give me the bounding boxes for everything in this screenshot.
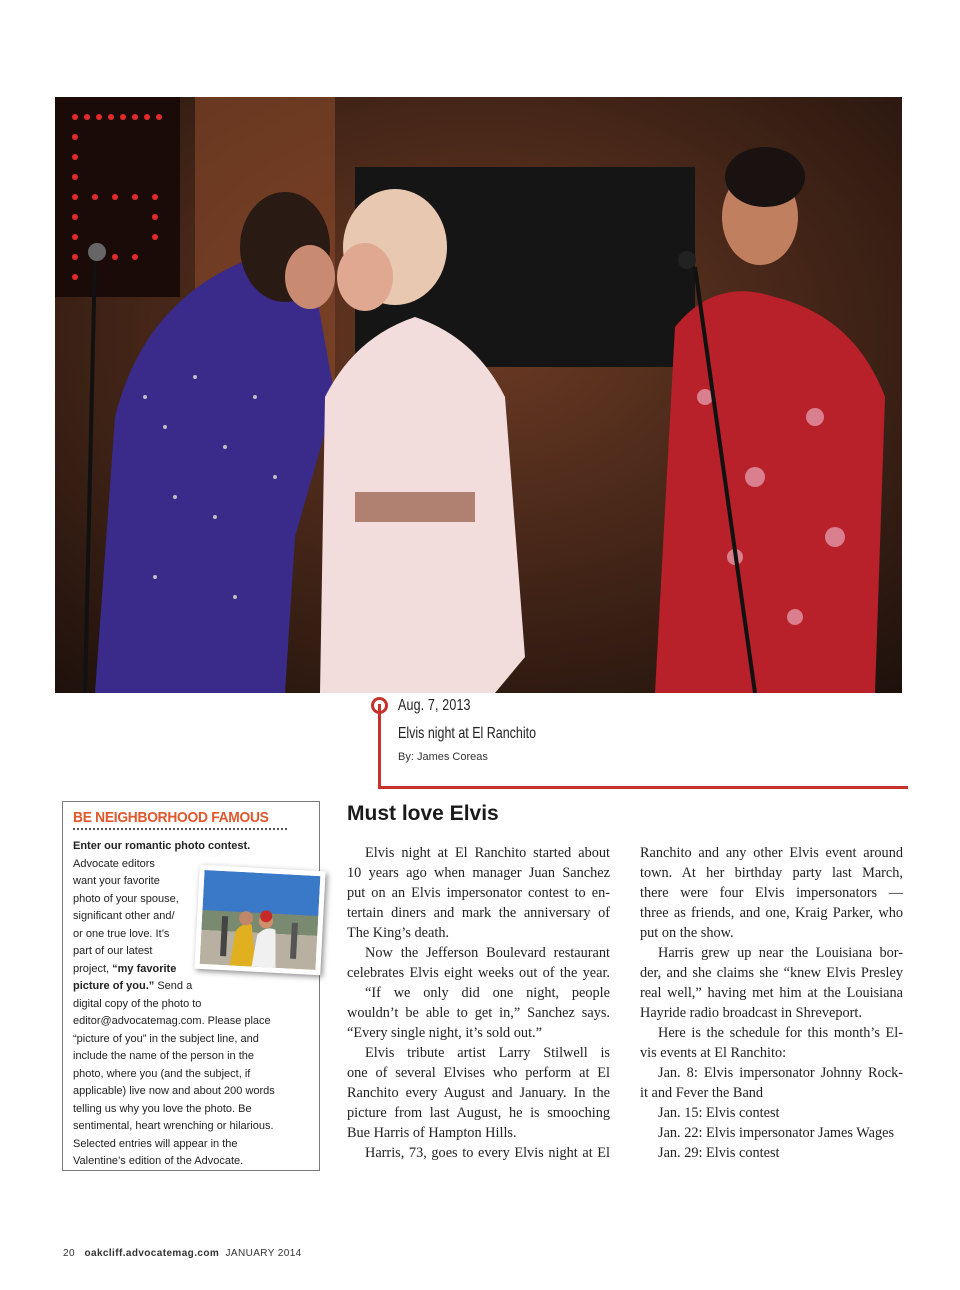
sidebar-line: significant other and/ (73, 910, 175, 922)
article-line: town. At her birthday party last March, (640, 865, 903, 881)
schedule-item: Jan. 29: Elvis contest (658, 1145, 780, 1161)
contest-sidebar (62, 801, 320, 1171)
sidebar-line: Enter our romantic photo contest. (73, 840, 251, 852)
timeline-line (378, 704, 381, 788)
article-line: der, and she claims she “knew Elvis Presley (640, 965, 903, 981)
article-line: Bue Harris of Hampton Hills. (347, 1125, 517, 1141)
article-line: “If we only did one night, people (365, 985, 610, 1001)
sidebar-line: project, “my favorite (73, 962, 177, 975)
article-line: Ranchito every August and January. In the (347, 1085, 610, 1101)
article-line: Harris grew up near the Louisiana bor- (658, 945, 903, 961)
page-number: 20 (63, 1248, 75, 1259)
sidebar-line: part of our latest (73, 945, 153, 957)
sidebar-line: Valentine’s edition of the Advocate. (73, 1155, 244, 1167)
article-line: Now the Jefferson Boulevard restaurant (365, 945, 610, 961)
article-line: three as friends, and one, Kraig Parker, who (640, 905, 903, 921)
sidebar-heading: BE NEIGHBORHOOD FAMOUS (73, 809, 269, 826)
article-line: “Every single night, it’s sold out.” (347, 1025, 542, 1041)
article-line: wouldn’t be able to get in,” Sanchez says. (347, 1005, 610, 1021)
article-line: Harris, 73, goes to every Elvis night at El (365, 1145, 610, 1161)
sidebar-line: sentimental, heart wrenching or hilarious. (73, 1120, 274, 1132)
photo-elvis-night-icon (55, 97, 902, 693)
couple-photo-icon (200, 870, 321, 970)
contest-sample-photo (194, 865, 325, 975)
main-photo (55, 97, 902, 693)
caption-title: Elvis night at El Ranchito (398, 725, 537, 742)
sidebar-line: Selected entries will appear in the (73, 1137, 238, 1150)
article-column-1 (347, 843, 610, 1163)
schedule-item: Jan. 22: Elvis impersonator James Wages (658, 1125, 895, 1141)
sidebar-line: include the name of the person in the (73, 1050, 255, 1062)
sidebar-line: Advocate editors (73, 857, 155, 870)
article-line: tertain diners and mark the anniversary of (347, 905, 610, 921)
article-line: The King’s death. (347, 925, 450, 941)
article-line: vis events at El Ranchito: (640, 1045, 787, 1061)
article-line: Elvis tribute artist Larry Stilwell is (365, 1045, 610, 1061)
article-line: put on the show. (640, 925, 734, 941)
article-line: Hayride radio broadcast in Shreveport. (640, 1005, 862, 1021)
article-line: Jan. 8: Elvis impersonator Johnny Rock- (658, 1065, 903, 1081)
sidebar-line: applicable) live now and about 200 words (73, 1085, 275, 1097)
caption-byline: By: James Coreas (398, 751, 488, 763)
section-rule (378, 786, 908, 789)
article-line: celebrates Elvis eight weeks out of the year. (347, 965, 610, 981)
schedule-item: Jan. 15: Elvis contest (658, 1105, 780, 1121)
article-line: Elvis night at El Ranchito started about (365, 845, 610, 861)
page-footer (63, 1248, 302, 1259)
caption-date: Aug. 7, 2013 (398, 697, 471, 714)
sidebar-line: “picture of you” in the subject line, and (73, 1032, 259, 1045)
sidebar-email-line: editor@advocatemag.com. Please place (73, 1015, 271, 1027)
article-line: it and Fever the Band (640, 1085, 764, 1101)
article-line: put on an Elvis impersonator contest to en- (347, 885, 610, 901)
article-line: Ranchito and any other Elvis event around (640, 845, 903, 861)
sidebar-line: photo of your spouse, (73, 892, 179, 905)
article-line: real well,” having met him at the Louisiana (640, 985, 903, 1001)
article-column-2 (640, 843, 903, 1163)
article-line: one of several Elvises who perform at El (347, 1065, 610, 1081)
footer-site: oakcliff.advocatemag.com (84, 1248, 220, 1259)
article-line: Here is the schedule for this month’s El- (658, 1025, 903, 1041)
article-headline: Must love Elvis (347, 802, 499, 825)
sidebar-line: photo, where you (and the subject, if (73, 1067, 251, 1080)
article-line: there were four Elvis impersonators — (640, 885, 903, 901)
sidebar-line: telling us why you love the photo. Be (73, 1102, 252, 1115)
sidebar-line: or one true love. It’s (73, 927, 170, 940)
footer-issue: JANUARY 2014 (225, 1248, 302, 1259)
sidebar-line: digital copy of the photo to (73, 997, 202, 1010)
article-line: 10 years ago when manager Juan Sanchez (347, 865, 610, 881)
sidebar-line: want your favorite (73, 875, 160, 887)
article-line: picture from last August, he is smooching (347, 1105, 610, 1121)
sidebar-divider (73, 828, 287, 830)
sidebar-line: picture of you.” Send a (73, 980, 193, 992)
